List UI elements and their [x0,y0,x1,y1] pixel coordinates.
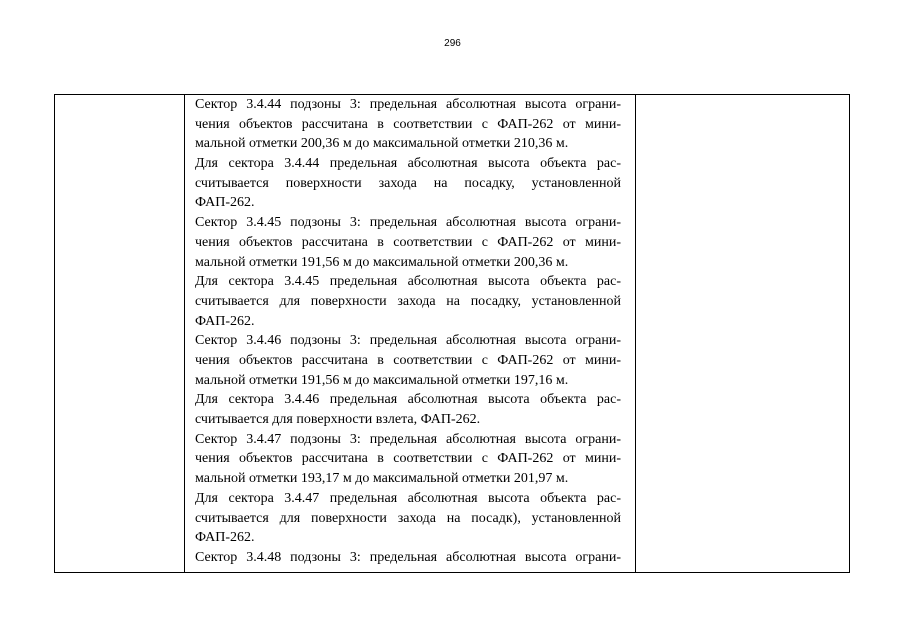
text-line: чения объектов рассчитана в соответствии с ФАП-262 от мини- [195,234,621,250]
text-line: чения объектов рассчитана в соответствии с ФАП-262 от мини- [195,353,621,368]
text-line: Сектор 3.4.46 подзоны 3: предельная абсолютная высота ограни- [195,333,621,349]
text-line: чения объектов рассчитана в соответствии с ФАП-262 от мини- [195,451,621,467]
text-line: Для сектора 3.4.44 предельная абсолютная высота объекта рас- [195,156,621,172]
text-line: мальной отметки 193,17 м до максимальной отметки 201,97 м. [195,471,569,487]
column-divider-right [635,95,636,572]
text-line: мальной отметки 200,36 м до максимальной отметки 210,36 м. [195,136,569,152]
text-line: Сектор 3.4.45 подзоны 3: предельная абсолютная высота ограни- [195,215,621,231]
text-line: ФАП-262. [195,530,255,546]
text-line: чения объектов рассчитана в соответствии с ФАП-262 от мини- [195,116,621,132]
table-cell-text [195,95,621,568]
text-line: Для сектора 3.4.46 предельная абсолютная высота объекта рас- [195,392,621,408]
text-line: считывается для поверхности взлета, ФАП-262. [195,412,481,428]
page-number: 296 [444,38,461,49]
column-divider-left [184,95,185,572]
text-line: Для сектора 3.4.45 предельная абсолютная высота объекта рас- [195,274,621,290]
text-line: Сектор 3.4.48 подзоны 3: предельная абсолютная высота ограни- [195,549,621,565]
text-line: мальной отметки 191,56 м до максимальной отметки 200,36 м. [195,254,569,270]
text-line: ФАП-262. [195,195,255,211]
text-line: мальной отметки 191,56 м до максимальной отметки 197,16 м. [195,372,569,388]
text-line: Сектор 3.4.44 подзоны 3: предельная абсолютная высота ограни- [195,97,621,112]
text-line: считывается поверхности захода на посадку, установленной [195,175,621,191]
text-line: считывается для поверхности захода на посадк), установленной [195,510,621,526]
text-line: считывается для поверхности захода на посадку, установленной [195,293,621,309]
text-line: ФАП-262. [195,313,255,329]
text-line: Сектор 3.4.47 подзоны 3: предельная абсолютная высота ограни- [195,431,621,447]
text-line: Для сектора 3.4.47 предельная абсолютная высота объекта рас- [195,490,621,506]
document-table [54,94,850,573]
